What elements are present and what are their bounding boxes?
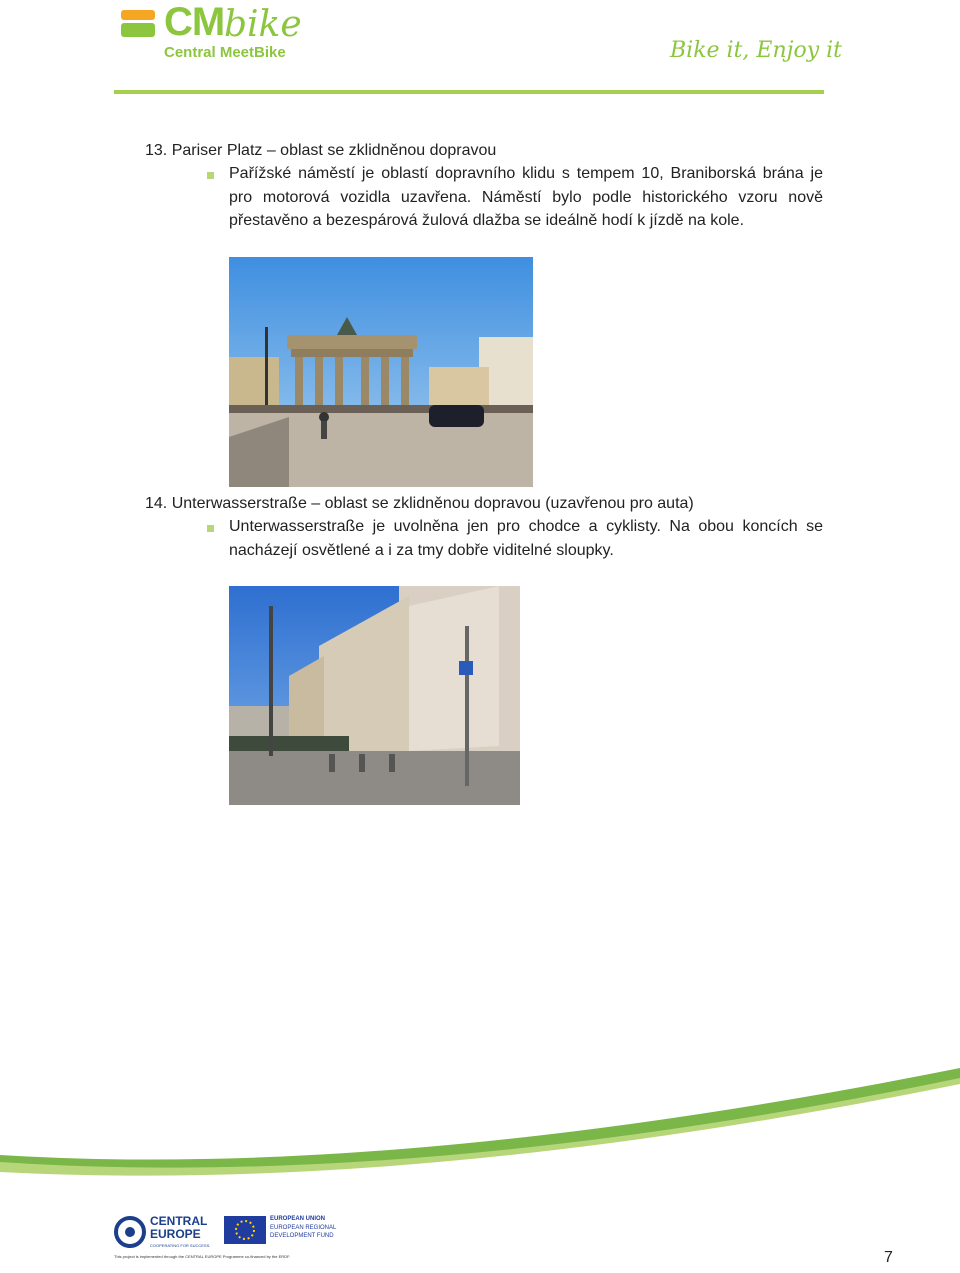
bullet-icon xyxy=(207,525,214,532)
eu-flag-icon xyxy=(224,1216,266,1244)
eu-line1: EUROPEAN UNION xyxy=(270,1216,326,1222)
slogan: Bike it, Enjoy it xyxy=(670,38,843,63)
section-13-heading: 13. Pariser Platz – oblast se zklidněnou dopravou xyxy=(145,142,497,159)
logo-cm-text: CM xyxy=(164,0,225,44)
logo-bike-text: bike xyxy=(224,4,302,45)
central-europe-line1: CENTRAL xyxy=(150,1214,208,1228)
cmbike-logo xyxy=(120,0,310,68)
header-divider xyxy=(114,90,824,94)
central-europe-line2: EUROPE xyxy=(150,1227,201,1241)
bike-saddle-icon xyxy=(120,6,158,40)
eu-line2: EUROPEAN REGIONAL xyxy=(270,1225,337,1231)
unterwasserstrasse-photo xyxy=(229,586,520,805)
section-13-paragraph: Pařížské náměstí je oblastí dopravního klidu s tempem 10, Braniborská brána je pro motorová vozidla uzavřena. Náměstí bylo podle historického vzoru nově přestavěno a bezespárová žulová dlažba se ideálně hodí k jízdě na kole. xyxy=(229,165,823,229)
eu-line3: DEVELOPMENT FUND xyxy=(270,1233,334,1239)
funding-logos xyxy=(112,1212,337,1264)
footer-wave-decoration xyxy=(0,1040,960,1190)
page-number: 7 xyxy=(884,1249,893,1266)
section-14-heading: 14. Unterwasserstraße – oblast se zklidněnou dopravou (uzavřenou pro auta) xyxy=(145,495,694,512)
section-14-paragraph: Unterwasserstraße je uvolněna jen pro chodce a cyklisty. Na obou koncích se nacházejí osvětlené a i za tmy dobře viditelné sloupky. xyxy=(229,518,823,559)
funding-footnote: This project is implemented through the CENTRAL EUROPE Programme co-financed by the ERDF. xyxy=(114,1254,291,1259)
central-europe-tagline: COOPERATING FOR SUCCESS. xyxy=(150,1243,211,1248)
logo-subtitle: Central MeetBike xyxy=(164,44,286,61)
bullet-icon xyxy=(207,172,214,179)
brandenburg-gate-photo xyxy=(229,257,533,487)
central-europe-emblem-icon xyxy=(114,1216,146,1248)
